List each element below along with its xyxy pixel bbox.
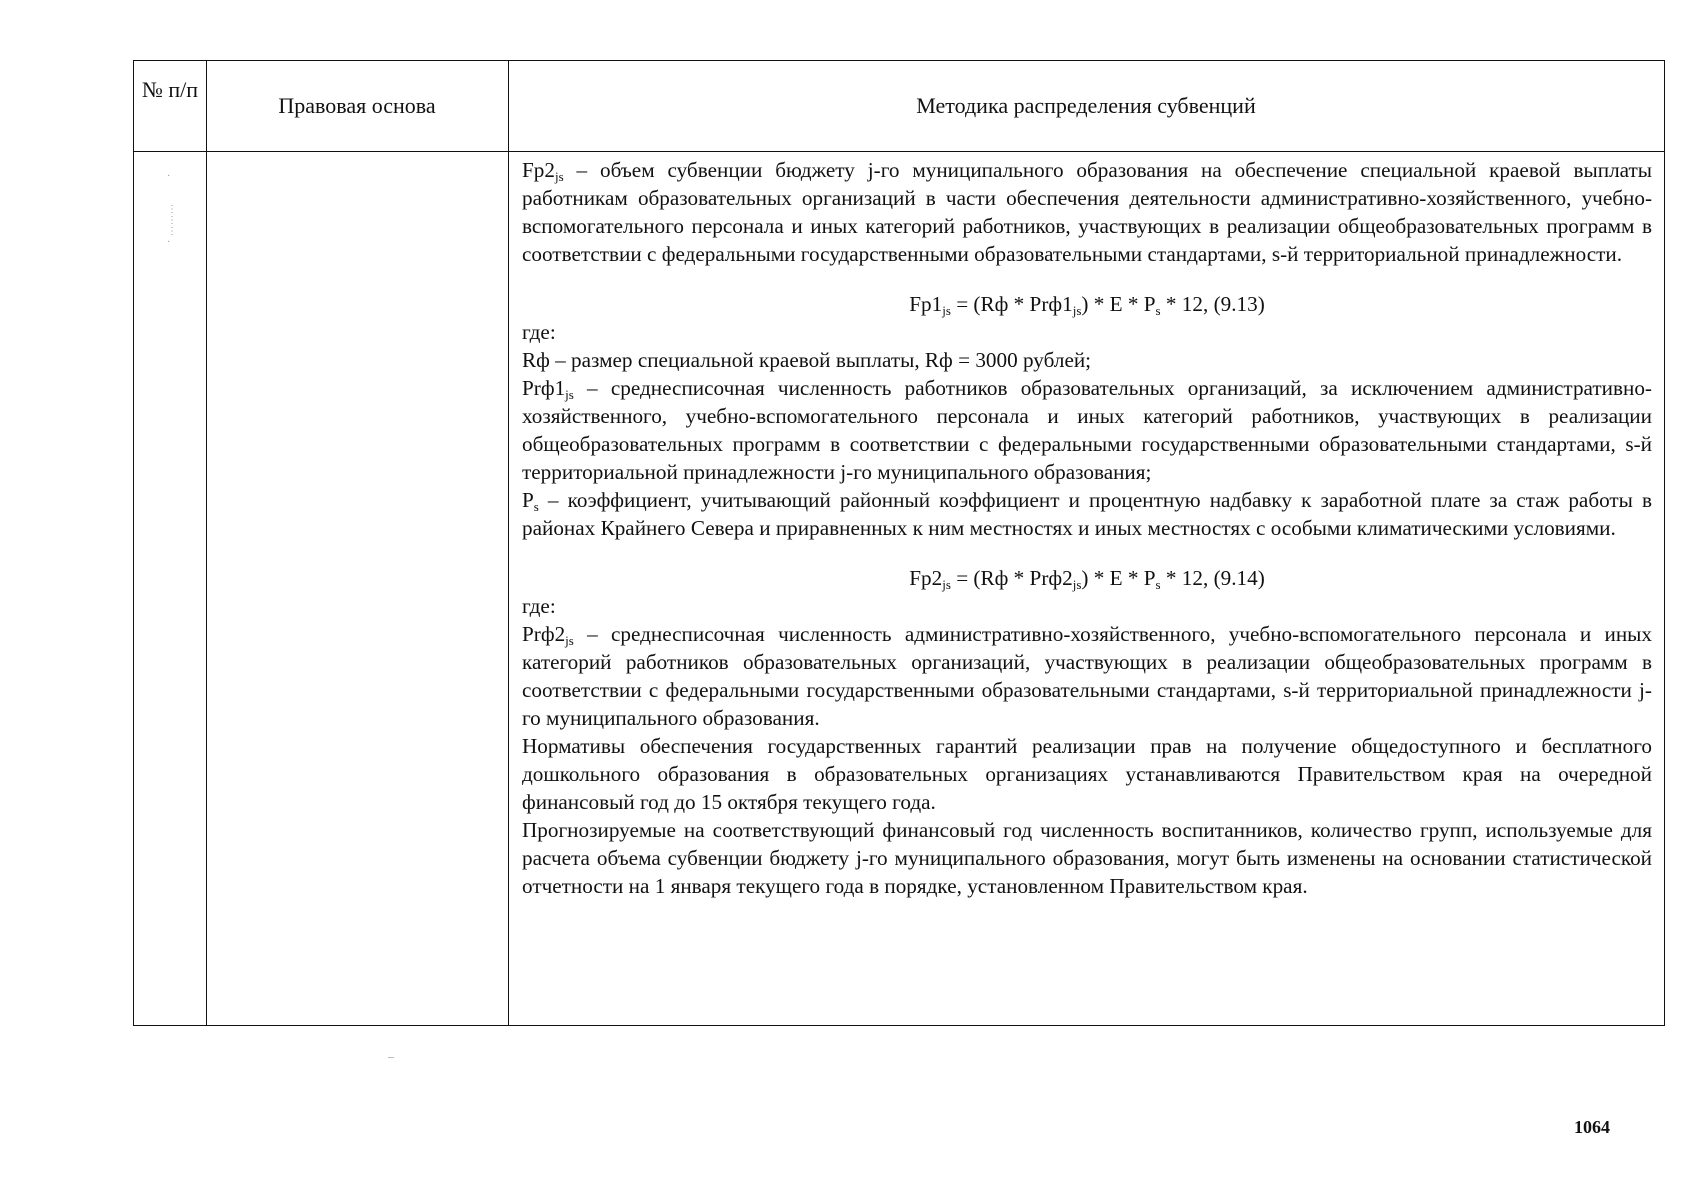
paragraph-norms: Нормативы обеспечения государственных гарантий реализации прав на получение общедоступного и бесплатного дошкольного образования в образовательных организациях устанавливаются Правительством края на очередной финансовый год до 15 октября текущего года. [522, 734, 1652, 814]
scan-mark [388, 1057, 394, 1058]
header-methodology: Методика распределения субвенций [916, 93, 1256, 118]
scan-artifact: · ⋮ ⋮ ⋮ · [167, 171, 177, 248]
column-divider [206, 61, 207, 1025]
page-number: 1064 [1574, 1117, 1610, 1137]
formula-9-14: $Fp2_{js} = (Rф * Prф2_{js}) * E * P_s * 12$, (9.14) [909, 566, 1265, 592]
paragraph-fp2-definition: $Fp2_{js}$ – объем субвенции бюджету j-го муниципального образования на обеспечение специальной краевой выплаты работникам образовательных организаций в части обеспечения деятельности административно-хозяйственного, учебно-вспомогательного персонала и иных категорий работников, участвующих в реализации общеобразовательных программ в соответствии с федеральными государственными образовательными стандартами, s-й территориальной принадлежности. [522, 158, 1652, 266]
paragraph-forecast: Прогнозируемые на соответствующий финансовый год численность воспитанников, количество групп, используемые для расчета объема субвенции бюджету j-го муниципального образования, могут быть изменены на основании статистической отчетности на 1 января текущего года в порядке, установленном Правительством края. [522, 818, 1652, 898]
header-legal-basis: Правовая основа [278, 93, 436, 118]
methodology-text [522, 156, 1652, 900]
methodology-table [133, 60, 1665, 1026]
paragraph-rf-definition: Rф – размер специальной краевой выплаты, Rф = 3000 рублей; [522, 348, 1092, 372]
where-label: где: [522, 594, 556, 618]
header-divider [134, 151, 1664, 152]
paragraph-prf2-definition: $Prф2_{js}$ – среднесписочная численность административно-хозяйственного, учебно-вспомогательного персонала и иных категорий работников образовательных организаций, участвующих в реализации общеобразовательных программ в соответствии с федеральными государственными образовательными стандартами, s-й территориальной принадлежности j-го муниципального образования. [522, 622, 1652, 730]
header-number: № п/п [141, 77, 199, 102]
formula-9-13: $Fp1_{js} = (Rф * Prф1_{js}) * E * P_s * 12$, (9.13) [909, 292, 1265, 318]
paragraph-ps-definition: $P_s$ – коэффициент, учитывающий районный коэффициент и процентную надбавку к заработной плате за стаж работы в районах Крайнего Севера и приравненных к ним местностях и иных местностях с особыми климатическими условиями. [522, 488, 1652, 540]
column-divider [508, 61, 509, 1025]
where-label: где: [522, 320, 556, 344]
paragraph-prf1-definition: $Prф1_{js}$ – среднесписочная численность работников образовательных организаций, за исключением административно-хозяйственного, учебно-вспомогательного персонала и иных категорий работников, участвующих в реализации общеобразовательных программ в соответствии с федеральными государственными образовательными стандартами, s-й территориальной принадлежности j-го муниципального образования; [522, 376, 1652, 484]
